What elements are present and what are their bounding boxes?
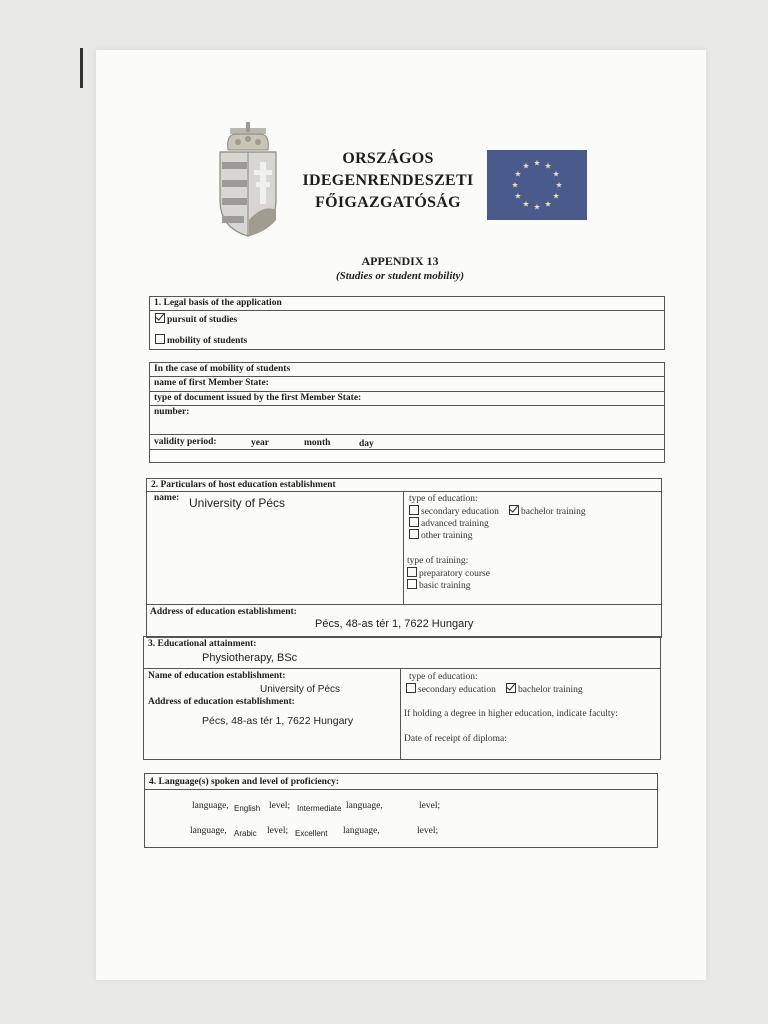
school-name-value: University of Pécs [260,684,341,695]
section-educational-attainment [143,636,661,760]
host-address-value: Pécs, 48-as tér 1, 7622 Hungary [315,618,474,630]
agency-name [300,148,476,214]
type-of-education-label: type of education: [409,494,478,504]
agency-line-3: FŐIGAZGATÓSÁG [315,194,461,211]
section-host-establishment [146,478,662,638]
number-label: number: [154,407,190,417]
checkbox-unchecked[interactable] [409,517,419,527]
section-1-title: 1. Legal basis of the application [154,298,282,308]
host-name-value: University of Pécs [189,496,286,510]
section-4-title: 4. Language(s) spoken and level of proficiency: [149,777,340,787]
diploma-date-label: Date of receipt of diploma: [404,734,507,744]
faculty-label: If holding a degree in higher education, indicate faculty: [404,709,618,719]
row2-language-value: Arabic [234,829,257,838]
doc-type-label: type of document issued by the first Member State: [154,393,362,403]
row1-language-value: English [234,804,261,813]
checkbox-checked[interactable] [155,313,165,323]
host-address-label: Address of education establishment: [150,607,297,617]
row2-language-label-2: language, [343,826,380,836]
option-preparatory-course[interactable]: preparatory course [407,567,490,579]
checkbox-checked[interactable] [506,683,516,693]
row1-language-label-2: language, [346,801,383,811]
row2-level-label: level; [267,826,289,836]
row2-level-value: Excellent [295,829,328,838]
eu-flag-icon [487,150,587,220]
option-other-training[interactable]: other training [409,529,472,541]
option-mobility-of-students[interactable]: mobility of students [155,334,247,346]
first-state-label: name of first Member State: [154,378,269,388]
row1-level-label: level; [269,801,291,811]
section-legal-basis [149,296,665,350]
option-advanced-training[interactable]: advanced training [409,517,489,529]
option-basic-training[interactable]: basic training [407,579,470,591]
validity-label: validity period: [154,437,217,447]
attainment-value: Physiotherapy, BSc [202,652,298,664]
section-languages [144,773,658,848]
checkbox-checked[interactable] [509,505,519,515]
day-label: day [359,439,374,449]
section-3-title: 3. Educational attainment: [148,639,257,649]
row2-language-label: language, [190,826,227,836]
mobility-title: In the case of mobility of students [154,364,291,374]
type-of-training-label: type of training: [407,556,469,566]
school-address-value: Pécs, 48-as tér 1, 7622 Hungary [202,715,354,727]
appendix-heading [300,254,500,282]
checkbox-unchecked[interactable] [407,567,417,577]
option-pursuit-of-studies[interactable]: pursuit of studies [155,313,237,325]
agency-line-2: IDEGENRENDESZETI [302,172,474,189]
host-name-label: name: [154,493,180,503]
checkbox-unchecked[interactable] [155,334,165,344]
scan-edge-mark [80,48,83,88]
school-name-label: Name of education establishment: [148,671,286,681]
section-2-title: 2. Particulars of host education establishment [151,480,336,490]
row2-level-label-2: level; [417,826,439,836]
agency-line-1: ORSZÁGOS [342,150,434,167]
s3-option-bachelor-training[interactable]: bachelor training [506,683,583,695]
row1-level-label-2: level; [419,801,441,811]
checkbox-unchecked[interactable] [407,579,417,589]
month-label: month [304,438,331,448]
school-address-label: Address of education establishment: [148,697,295,707]
s3-option-secondary-education[interactable]: secondary education [406,683,496,695]
hungarian-crest-icon [216,120,280,240]
checkbox-unchecked[interactable] [409,505,419,515]
s3-type-of-education-label: type of education: [409,672,478,682]
appendix-title: APPENDIX 13 [361,254,439,268]
checkbox-unchecked[interactable] [406,683,416,693]
checkbox-unchecked[interactable] [409,529,419,539]
option-bachelor-training[interactable]: bachelor training [509,505,586,517]
row1-language-label: language, [192,801,229,811]
appendix-subtitle: (Studies or student mobility) [335,270,465,282]
year-label: year [251,438,269,448]
row1-level-value: Intermediate [297,804,342,813]
section-mobility [149,362,665,463]
option-secondary-education[interactable]: secondary education [409,505,499,517]
